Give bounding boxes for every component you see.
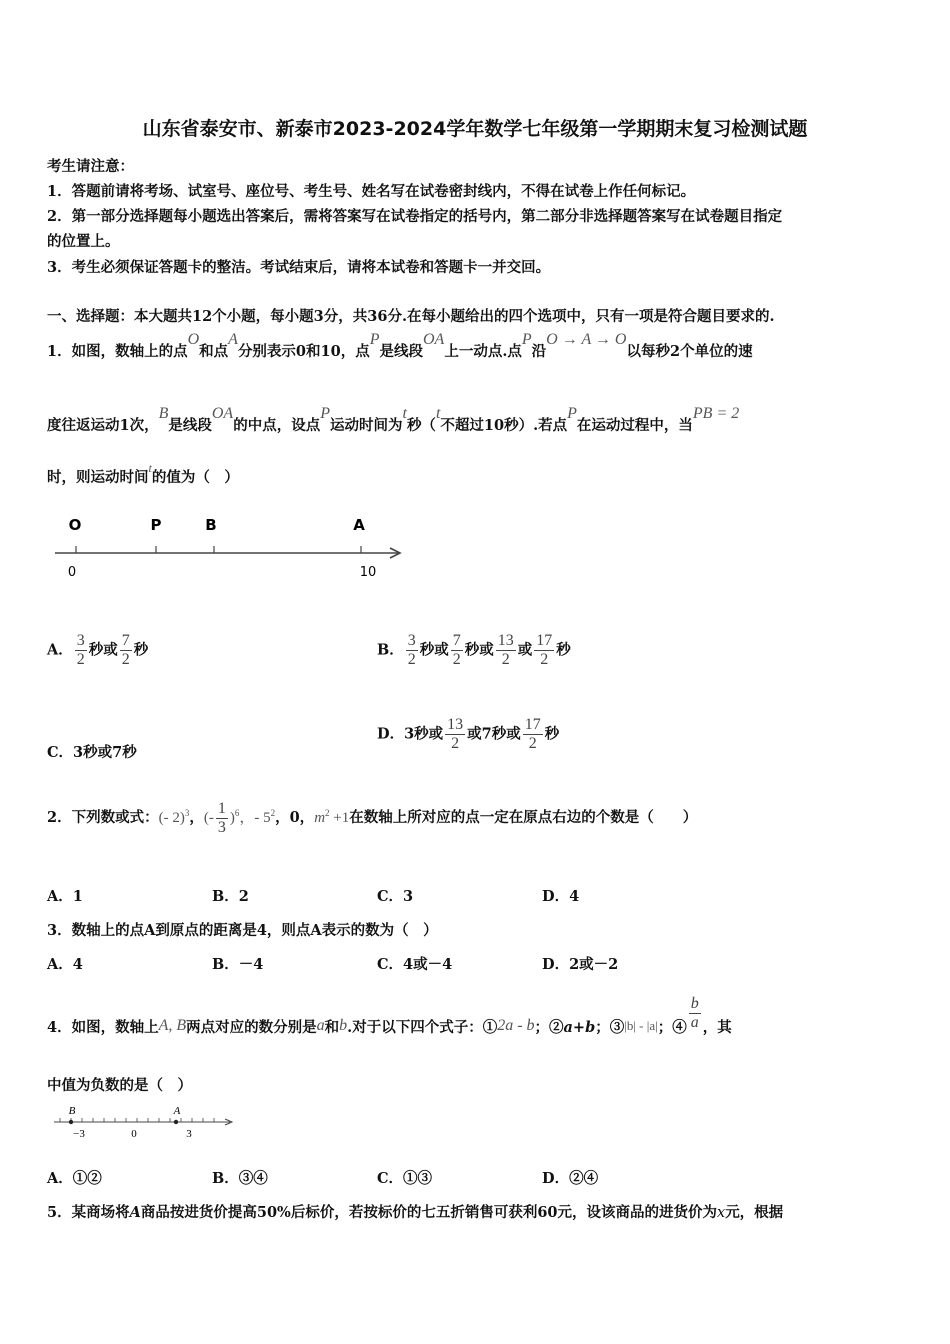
q4-option: C．①③	[377, 1170, 433, 1187]
q3-stem: 3．数轴上的点A到原点的距离是4，则点A表示的数为（ ）	[47, 922, 438, 939]
expr-abs-diff: |b| - |a|	[624, 1017, 658, 1033]
math-t: t	[435, 405, 441, 422]
q4-option: D．②④	[542, 1170, 599, 1187]
expr-3: ，- $5^2$	[239, 807, 276, 826]
q3-option: C．4或－4	[377, 956, 453, 973]
fraction: $\frac{13}{2}$	[447, 716, 464, 752]
expr-2a-b: 2a - b	[497, 1016, 535, 1034]
math-B: B	[158, 405, 169, 422]
label-B: B	[205, 516, 217, 534]
notice-item: 3．考生必须保证答题卡的整洁。考试结束后，请将本试卷和答题卡一并交回。	[47, 259, 551, 276]
fraction: $\frac{17}{2}$	[536, 632, 553, 668]
q1-option-d: D．3秒或 $\frac{13}{2}$ 或7秒或 $\frac{17}{2}$ 秒	[377, 716, 560, 752]
q2-stem: 2．下列数或式：(- 2)$^3$，(- $\frac{1}{3}$ )$^6$，- $5^2$，0，$m^2 +1$在数轴上所对应的点一定在原点右边的个数是（ ）	[47, 800, 698, 836]
tick-label: 0	[131, 1128, 137, 1140]
math-path: O → A → O	[546, 331, 627, 348]
math-b: b	[339, 1016, 348, 1034]
number-line-figure	[50, 510, 410, 585]
q2-option: C．3	[377, 888, 414, 905]
notice-item: 的位置上。	[47, 233, 120, 250]
math-AB: A, B	[158, 1016, 187, 1034]
fraction: $\frac{13}{2}$	[497, 632, 514, 668]
q4-line-1: 4．如图，数轴上A, B两点对应的数分别是a和b.对于以下四个式子：①2a - b；②a+b；③|b| - |a|；④ $\frac{b}{a}$ ，其	[47, 995, 732, 1036]
q1-option-c: C．3秒或7秒	[47, 744, 137, 761]
fraction-b-over-a: $\frac{b}{a}$	[690, 995, 699, 1031]
number-line-figure-2	[50, 1102, 240, 1147]
expr-1: (- 2)$^3$	[158, 807, 190, 826]
math-t: t	[402, 405, 407, 422]
label-A: A	[173, 1105, 181, 1117]
q1-line-1: 1．如图，数轴上的点O和点A分别表示0和10，点P是线段OA上一动点.点P沿O → A → O以每秒2个单位的速	[47, 331, 753, 360]
notice-item: 1．答题前请将考场、试室号、座位号、考生号、姓名写在试卷密封线内，不得在试卷上作任何标记。	[47, 183, 696, 200]
expr-2: (- $\frac{1}{3}$ )$^6$	[203, 800, 240, 836]
q1-option-b: B． $\frac{3}{2}$ 秒或 $\frac{7}{2}$ 秒或 $\frac{13}{2}$ 或 $\frac{17}{2}$ 秒	[377, 632, 571, 668]
fraction: $\frac{17}{2}$	[524, 716, 541, 752]
math-P: P	[567, 405, 577, 422]
tick-label-0: 0	[67, 565, 77, 580]
math-condition: PB = 2	[692, 405, 740, 422]
question-5: 5．某商场将A商品按进货价提高50%后标价，若按标价的七五折销售可获利60元，设该商品的进货价为x元，根据	[47, 1204, 784, 1221]
page-title: 山东省泰安市、新泰市2023-2024学年数学七年级第一学期期末复习检测试题	[142, 118, 808, 140]
fraction: $\frac{7}{2}$	[121, 632, 130, 668]
q4-option: B．③④	[212, 1170, 268, 1187]
point-B	[69, 1120, 73, 1124]
label-A: A	[353, 516, 365, 534]
q2-option: D．4	[542, 888, 580, 905]
math-A: A	[228, 331, 238, 348]
tick-label: −3	[73, 1128, 85, 1140]
math-OA: OA	[423, 331, 445, 348]
q4-line-2: 中值为负数的是（ ）	[47, 1077, 192, 1094]
math-O: O	[187, 331, 200, 348]
fraction: $\frac{7}{2}$	[452, 632, 461, 668]
q1-line-2: 度往返运动1次，B是线段OA的中点，设点P运动时间为t秒（t不超过10秒）.若点P在运动过程中，当PB = 2	[47, 405, 740, 434]
q4-option: A．①②	[47, 1170, 102, 1187]
q2-option: A．1	[47, 888, 83, 905]
expr-a-plus-b: a+b	[563, 1018, 596, 1036]
tick-label: 3	[186, 1128, 192, 1140]
section-heading: 一、选择题：本大题共12个小题，每小题3分，共36分.在每小题给出的四个选项中，只有一项是符合题目要求的.	[47, 308, 775, 325]
math-x: x	[717, 1205, 726, 1221]
notice-item: 2．第一部分选择题每小题选出答案后，需将答案写在试卷指定的括号内，第二部分非选择题答案写在试卷题目指定	[47, 208, 783, 225]
q1-line-3: 时，则运动时间t的值为（ ）	[47, 461, 239, 486]
tick-marks	[60, 1118, 214, 1122]
math-P: P	[521, 331, 532, 348]
q3-option: B．－4	[212, 956, 264, 973]
math-P: P	[369, 331, 380, 348]
label-O: O	[68, 516, 82, 534]
math-A: A	[129, 1204, 141, 1221]
fraction: $\frac{1}{3}$	[217, 800, 226, 836]
label-B: B	[68, 1105, 76, 1117]
math-OA: OA	[211, 405, 234, 422]
label-P: P	[150, 516, 162, 534]
notice-heading: 考生请注意：	[47, 158, 134, 175]
q1-option-a: A． $\frac{3}{2}$ 秒或 $\frac{7}{2}$ 秒	[47, 632, 149, 668]
fraction: $\frac{3}{2}$	[407, 632, 416, 668]
expr-4: $m^2 +1$	[314, 807, 350, 826]
point-A	[174, 1120, 178, 1124]
tick-label-10: 10	[359, 565, 377, 580]
math-a: a	[316, 1016, 325, 1034]
q3-option: D．2或－2	[542, 956, 619, 973]
q3-option: A．4	[47, 956, 83, 973]
q2-option: B．2	[212, 888, 249, 905]
math-P: P	[320, 405, 330, 422]
math-t: t	[148, 461, 152, 475]
fraction: $\frac{3}{2}$	[76, 632, 85, 668]
